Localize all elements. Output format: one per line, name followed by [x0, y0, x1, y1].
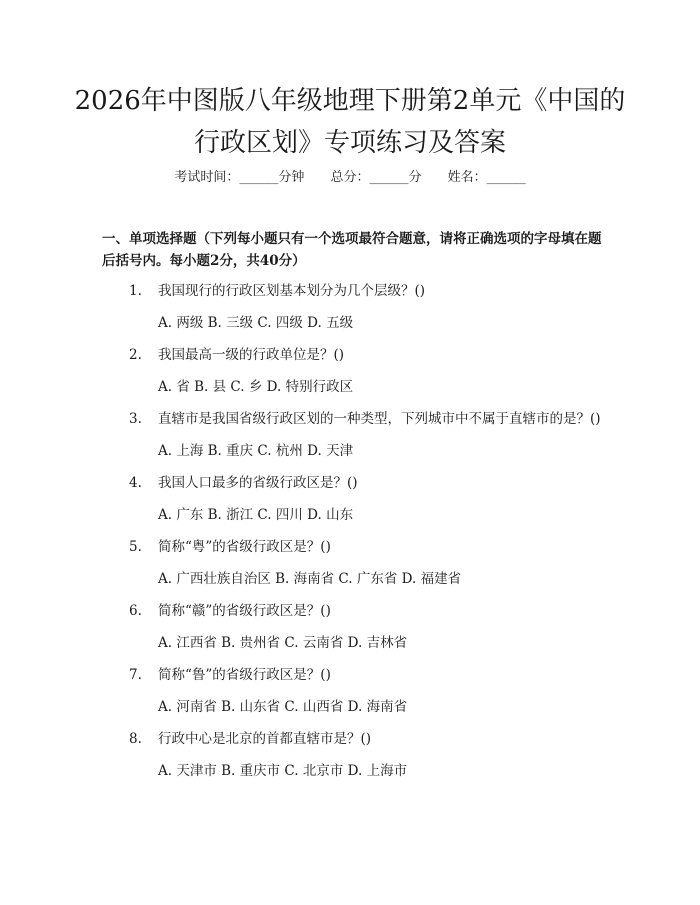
question-options: A. 两级 B. 三级 C. 四级 D. 五级 [158, 315, 354, 331]
question-options: A. 广西壮族自治区 B. 海南省 C. 广东省 D. 福建省 [158, 571, 462, 587]
question-item [102, 728, 602, 782]
question-item [102, 536, 602, 590]
question-number: 4. [129, 475, 142, 491]
question-stem: 直辖市是我国省级行政区划的一种类型，下列城市中不属于直辖市的是？() [158, 411, 601, 427]
student-name-field: 姓名：______ [447, 170, 526, 185]
question-stem: 简称“赣”的省级行政区是？() [158, 603, 331, 619]
question-item [102, 408, 602, 462]
exam-time-field: 考试时间：______分钟 [174, 170, 305, 185]
question-number: 7. [129, 667, 142, 683]
question-options: A. 河南省 B. 山东省 C. 山西省 D. 海南省 [158, 699, 408, 715]
question-options: A. 江西省 B. 贵州省 C. 云南省 D. 吉林省 [158, 635, 408, 651]
question-options: A. 省 B. 县 C. 乡 D. 特别行政区 [158, 379, 354, 395]
question-options: A. 天津市 B. 重庆市 C. 北京市 D. 上海市 [158, 763, 408, 779]
question-item [102, 280, 602, 334]
exam-meta [0, 168, 700, 188]
question-number: 6. [129, 603, 142, 619]
question-stem: 我国人口最多的省级行政区是？() [158, 475, 358, 491]
question-number: 8. [129, 731, 142, 747]
question-number: 1. [129, 283, 142, 299]
question-number: 5. [129, 539, 142, 555]
section-heading: 一、单项选择题（下列每小题只有一个选项最符合题意，请将正确选项的字母填在题后括号内。每小题2分，共40分） [102, 231, 602, 269]
question-item [102, 472, 602, 526]
document-title: 2026年中图版八年级地理下册第2单元《中国的行政区划》专项练习及答案 [74, 86, 626, 158]
question-stem: 简称“鲁”的省级行政区是？() [158, 667, 331, 683]
total-score-field: 总分：______分 [330, 170, 422, 185]
question-stem: 行政中心是北京的首都直辖市是？() [158, 731, 372, 747]
question-stem-wrap [102, 408, 602, 430]
question-stem: 我国现行的行政区划基本划分为几个层级？() [158, 283, 426, 299]
question-options: A. 上海 B. 重庆 C. 杭州 D. 天津 [158, 443, 354, 459]
question-number: 2. [129, 347, 142, 363]
question-stem: 我国最高一级的行政单位是？() [158, 347, 345, 363]
question-stem: 简称“粤”的省级行政区是？() [158, 539, 331, 555]
question-list [102, 280, 602, 792]
question-item [102, 600, 602, 654]
question-item [102, 664, 602, 718]
question-item [102, 344, 602, 398]
question-options: A. 广东 B. 浙江 C. 四川 D. 山东 [158, 507, 354, 523]
question-number: 3. [129, 411, 142, 427]
